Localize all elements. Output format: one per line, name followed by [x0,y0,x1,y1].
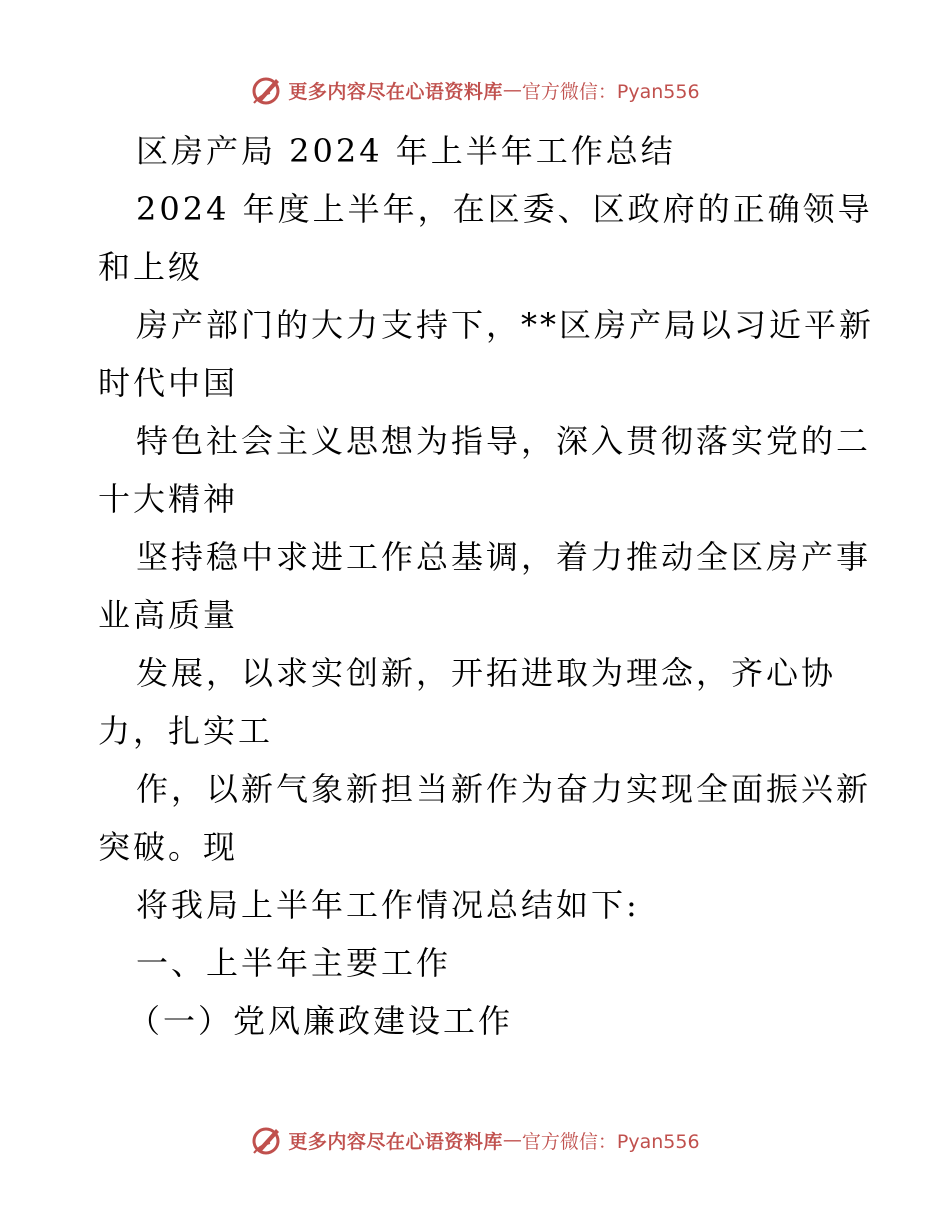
paragraph-line: 和上级 [98,248,204,286]
watermark-contact: 官方微信：Pyan556 [521,1130,700,1153]
paragraph-line: 十大精神 [98,480,239,518]
brush-pen-logo-icon [250,73,284,107]
paragraph-line: 业高质量 [98,596,239,634]
document-body [98,122,875,1050]
paragraph-line: 时代中国 [98,364,239,402]
paragraph-line: 坚持稳中求进工作总基调，着力推动全区房产事 [136,538,872,576]
paragraph-line: 力，扎实工 [98,712,274,750]
watermark-header [0,70,950,110]
watermark-footer [0,1120,950,1160]
paragraph-line: 作，以新气象新担当新作为奋力实现全面振兴新 [136,770,872,808]
paragraph-line: 突破。现 [98,828,239,866]
paragraph-line: 2024 年度上半年，在区委、区政府的正确领导 [136,190,873,228]
paragraph-line: 特色社会主义思想为指导，深入贯彻落实党的二 [136,422,872,460]
watermark-text: 更多内容尽在心语资料库 [288,1130,503,1153]
subsection-heading: （一）党风廉政建设工作 [128,1002,514,1040]
paragraph-line: 将我局上半年工作情况总结如下: [136,886,640,924]
document-title: 区房产局 2024 年上半年工作总结 [136,132,676,170]
brush-pen-logo-icon [250,1123,284,1157]
watermark-separator: — [502,1129,522,1151]
paragraph-line: 房产部门的大力支持下，**区房产局以习近平新 [136,306,875,344]
watermark-separator: — [502,79,522,101]
watermark-text: 更多内容尽在心语资料库 [288,80,503,103]
section-heading: 一、上半年主要工作 [136,944,452,982]
watermark-contact: 官方微信：Pyan556 [521,80,700,103]
paragraph-line: 发展，以求实创新，开拓进取为理念，齐心协 [136,654,837,692]
